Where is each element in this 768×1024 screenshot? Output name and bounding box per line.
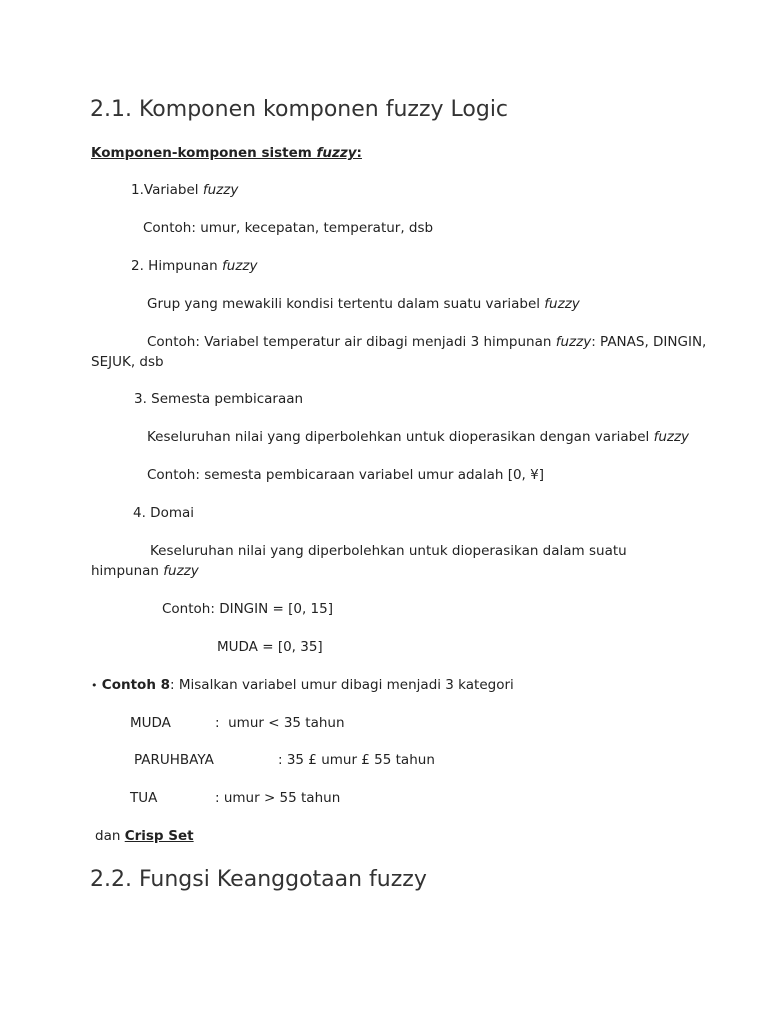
item2-desc-italic: fuzzy [544, 296, 580, 312]
item2-example-text: Contoh: Variabel temperatur air dibagi menjadi 3 himpunan [147, 334, 556, 350]
section-title-fungsi: 2.2. Fungsi Keanggotaan fuzzy [90, 867, 427, 892]
item2-label [131, 256, 258, 276]
category-rule-muda: : umur < 35 tahun [215, 715, 345, 731]
item2-example-post: : PANAS, DINGIN, [591, 334, 707, 350]
item1-label-italic: fuzzy [202, 182, 239, 198]
subheading-italic: fuzzy [316, 145, 357, 161]
item3-desc [147, 427, 689, 447]
section-title-komponen: 2.1. Komponen komponen fuzzy Logic [90, 97, 509, 122]
item2-example-italic: fuzzy [555, 334, 592, 350]
subheading-text: Komponen-komponen sistem [91, 145, 317, 161]
item3-desc-text: Keseluruhan nilai yang diperbolehkan untuk dioperasikan dengan variabel [147, 429, 654, 445]
item4-desc-cont-text: himpunan [91, 563, 164, 579]
subheading-colon: : [356, 145, 362, 161]
category-rule-tua: : umur > 55 tahun [215, 790, 341, 806]
item2-desc [147, 294, 580, 314]
item4-example1: Contoh: DINGIN = [0, 15] [162, 601, 333, 617]
item1-label [131, 180, 238, 200]
example8-label: Contoh 8 [101, 677, 171, 693]
item4-desc-cont-italic: fuzzy [163, 563, 199, 579]
item1-example: Contoh: umur, kecepatan, temperatur, dsb [143, 220, 434, 236]
item2-desc-text: Grup yang mewakili kondisi tertentu dalam suatu variabel [147, 296, 545, 312]
item1-label-text: 1.Variabel [131, 182, 203, 198]
crisp-set-line [95, 826, 194, 846]
category-rule-paruhbaya: : 35 £ umur £ 55 tahun [278, 752, 435, 768]
item2-label-italic: fuzzy [222, 258, 258, 274]
item2-label-text: 2. Himpunan [131, 258, 223, 274]
item4-label: 4. Domai [133, 505, 195, 521]
subheading-komponen [91, 143, 362, 163]
crisp-set-prefix: dan [95, 828, 125, 844]
category-name-tua: TUA [130, 790, 158, 806]
item2-example-cont: SEJUK, dsb [91, 354, 164, 370]
item4-example2: MUDA = [0, 35] [217, 639, 323, 655]
item2-example [147, 332, 706, 352]
item3-desc-italic: fuzzy [653, 429, 690, 445]
example8-text: : Misalkan variabel umur dibagi menjadi 3 kategori [170, 677, 514, 693]
item4-desc: Keseluruhan nilai yang diperbolehkan untuk dioperasikan dalam suatu [150, 543, 627, 559]
bullet-icon: • [91, 679, 98, 692]
item3-label: 3. Semesta pembicaraan [134, 391, 304, 407]
category-name-muda: MUDA [130, 715, 171, 731]
category-name-paruhbaya: PARUHBAYA [134, 752, 214, 768]
item3-example: Contoh: semesta pembicaraan variabel umur adalah [0, ¥] [147, 467, 544, 483]
item4-desc-cont [91, 561, 199, 581]
example8-line [91, 675, 514, 696]
crisp-set-link[interactable]: Crisp Set [124, 828, 194, 844]
